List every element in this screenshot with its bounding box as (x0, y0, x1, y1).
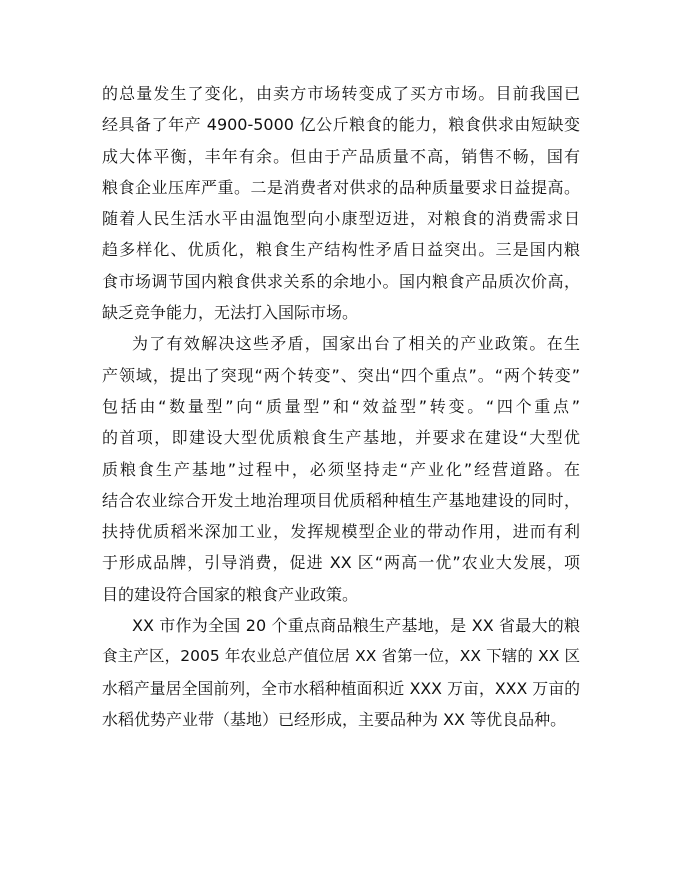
paragraph (102, 78, 580, 328)
text-line: 质粮食生产基地”过程中，必须坚持走“产业化”经营道路。在 (102, 459, 580, 479)
text-line: 为了有效解决这些矛盾，国家出台了相关的产业政策。在生 (132, 334, 580, 354)
text-line: XX 市作为全国 20 个重点商品粮生产基地，是 XX 省最大的粮 (132, 616, 580, 636)
text-line: 随着人民生活水平由温饱型向小康型迈进，对粮食的消费需求日 (102, 209, 580, 229)
document-page (102, 78, 580, 735)
text-line: 的总量发生了变化，由卖方市场转变成了买方市场。目前我国已 (102, 84, 580, 103)
paragraph (102, 610, 580, 735)
text-line: 产领域，提出了突现“两个转变”、突出“四个重点”。“两个转变” (102, 365, 580, 385)
text-line: 食主产区，2005 年农业总产值位居 XX 省第一位，XX 下辖的 XX 区 (102, 647, 580, 666)
text-line: 粮食企业压库严重。二是消费者对供求的品种质量要求日益提高。 (102, 177, 580, 197)
text-line: 水稻优势产业带（基地）已经形成，主要品种为 XX 等优良品种。 (102, 709, 567, 729)
text-line: 趋多样化、优质化，粮食生产结构性矛盾日益突出。三是国内粮 (102, 240, 580, 260)
text-line: 食市场调节国内粮食供求关系的余地小。国内粮食产品质次价高， (102, 271, 580, 291)
text-line: 经具备了年产 4900-5000 亿公斤粮食的能力，粮食供求由短缺变 (102, 115, 580, 135)
paragraph (102, 328, 580, 610)
text-line: 缺乏竞争能力，无法打入国际市场。 (102, 303, 359, 323)
text-line: 的首项，即建设大型优质粮食生产基地，并要求在建设“大型优 (102, 428, 580, 448)
text-line: 目的建设符合国家的粮食产业政策。 (102, 584, 359, 604)
text-line: 水稻产量居全国前列，全市水稻种植面积近 XXX 万亩，XXX 万亩的 (102, 678, 580, 698)
text-line: 成大体平衡，丰年有余。但由于产品质量不高，销售不畅，国有 (102, 146, 580, 166)
text-line: 包括由“数量型”向“质量型”和“效益型”转变。“四个重点” (102, 396, 580, 416)
text-line: 结合农业综合开发土地治理项目优质稻种植生产基地建设的同时， (102, 490, 580, 510)
text-line: 扶持优质稻米深加工业，发挥规模型企业的带动作用，进而有利 (102, 522, 580, 542)
text-line: 于形成品牌，引导消费，促进 XX 区“两高一优”农业大发展，项 (102, 553, 580, 573)
